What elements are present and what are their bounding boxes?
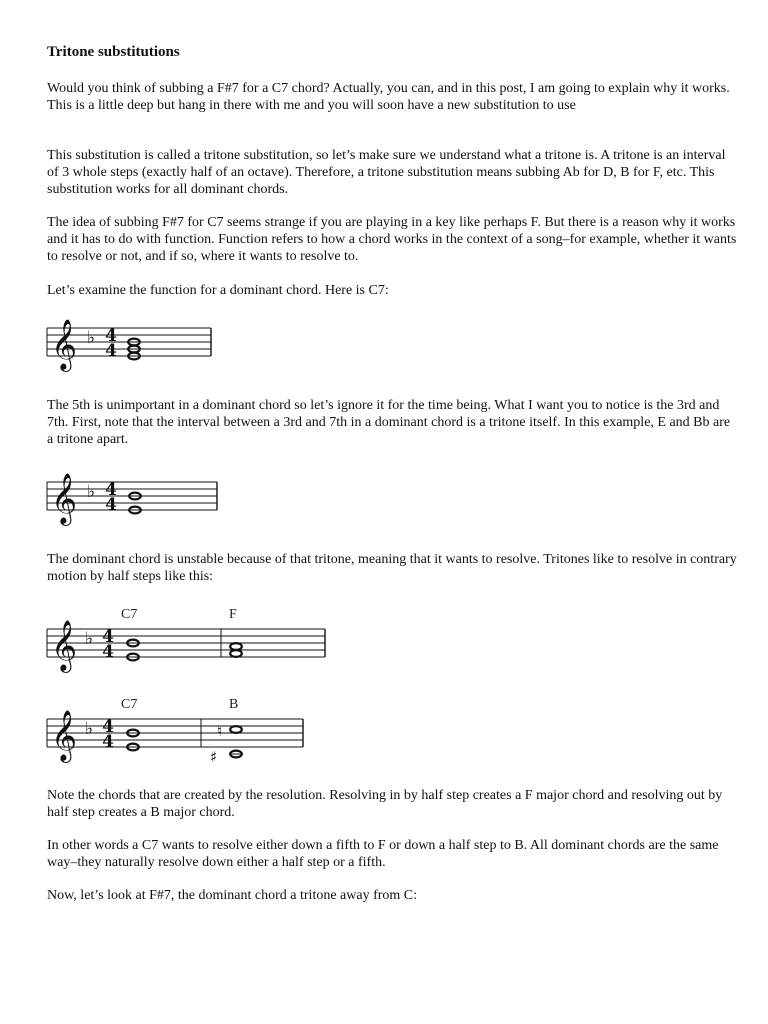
paragraph-unstable: The dominant chord is unstable because of that tritone, meaning that it wants to resolve. Tritones like to resolve in contrary motion by half steps like this: (47, 552, 737, 584)
flat-key-signature-icon: ♭ (85, 719, 94, 739)
time-signature-bottom: 4 (102, 732, 114, 752)
treble-clef-icon: 𝄞 (51, 620, 78, 671)
time-signature-top: 4 (102, 717, 114, 737)
treble-clef-icon: 𝄞 (51, 319, 78, 370)
time-signature-top: 4 (105, 480, 117, 500)
time-signature-top: 4 (105, 326, 117, 346)
chord-label-f: F (229, 607, 237, 622)
paragraph-chords-created: Note the chords that are created by the resolution. Resolving in by half step creates a F major chord and resolving out by half step creates a B major chord. (47, 788, 723, 820)
document-title: Tritone substitutions (47, 44, 180, 60)
staff-tritone-interval (47, 462, 227, 534)
paragraph-intro: Would you think of subbing a F#7 for a C7 chord? Actually, you can, and in this post, I am going to explain why it works. This is a little deep but hang in there with me and you will soon have a new substitution to use (47, 81, 730, 113)
time-signature-top: 4 (102, 627, 114, 647)
time-signature-bottom: 4 (105, 341, 117, 361)
paragraph-in-other-words: In other words a C7 wants to resolve either down a fifth to F or down a half step to B. All dominant chords are the same way–they naturally resolve down either a half step or a fifth. (47, 838, 719, 870)
time-signature-bottom: 4 (102, 642, 114, 662)
chord-label-c7: C7 (121, 607, 138, 622)
chord-label-b: B (229, 697, 239, 712)
treble-clef-icon: 𝄞 (51, 473, 78, 524)
natural-accidental-icon: ♮ (217, 722, 223, 740)
paragraph-examine: Let’s examine the function for a dominant chord. Here is C7: (47, 283, 389, 298)
staff-resolution-to-b (47, 692, 337, 772)
sharp-accidental-icon: ♯ (210, 748, 218, 766)
staff-c7-chord (47, 310, 227, 382)
chord-label-c7: C7 (121, 697, 138, 712)
staff-resolution-to-f (47, 602, 337, 672)
note-b (230, 726, 242, 733)
paragraph-definition: This substitution is called a tritone substitution, so let’s make sure we understand what a tritone is. A tritone is an interval of 3 whole steps (exactly half of an octave). Therefore, a tritone substitution means subbing Ab for D, B for F, etc. This substitution works for all dominant chords. (47, 148, 726, 197)
time-signature-bottom: 4 (105, 495, 117, 515)
paragraph-function: The idea of subbing F#7 for C7 seems strange if you are playing in a key like perhaps F. But there is a reason why it works and it has to do with function. Function refers to how a chord works in the context of a song–for example, whether it wants to resolve or not, and if so, where it wants to resolve to. (47, 215, 737, 264)
flat-key-signature-icon: ♭ (85, 629, 94, 649)
paragraph-f-sharp-7: Now, let’s look at F#7, the dominant chord a tritone away from C: (47, 888, 418, 903)
flat-key-signature-icon: ♭ (87, 482, 96, 502)
paragraph-thirds-sevenths: The 5th is unimportant in a dominant chord so let’s ignore it for the time being. What I want you to notice is the 3rd and 7th. First, note that the interval between a 3rd and 7th in a dominant chord is a tritone itself. In this example, E and Bb are a tritone apart. (47, 398, 731, 447)
treble-clef-icon: 𝄞 (51, 710, 78, 761)
flat-key-signature-icon: ♭ (87, 328, 96, 348)
note-a (230, 643, 242, 650)
note-f (230, 650, 242, 657)
